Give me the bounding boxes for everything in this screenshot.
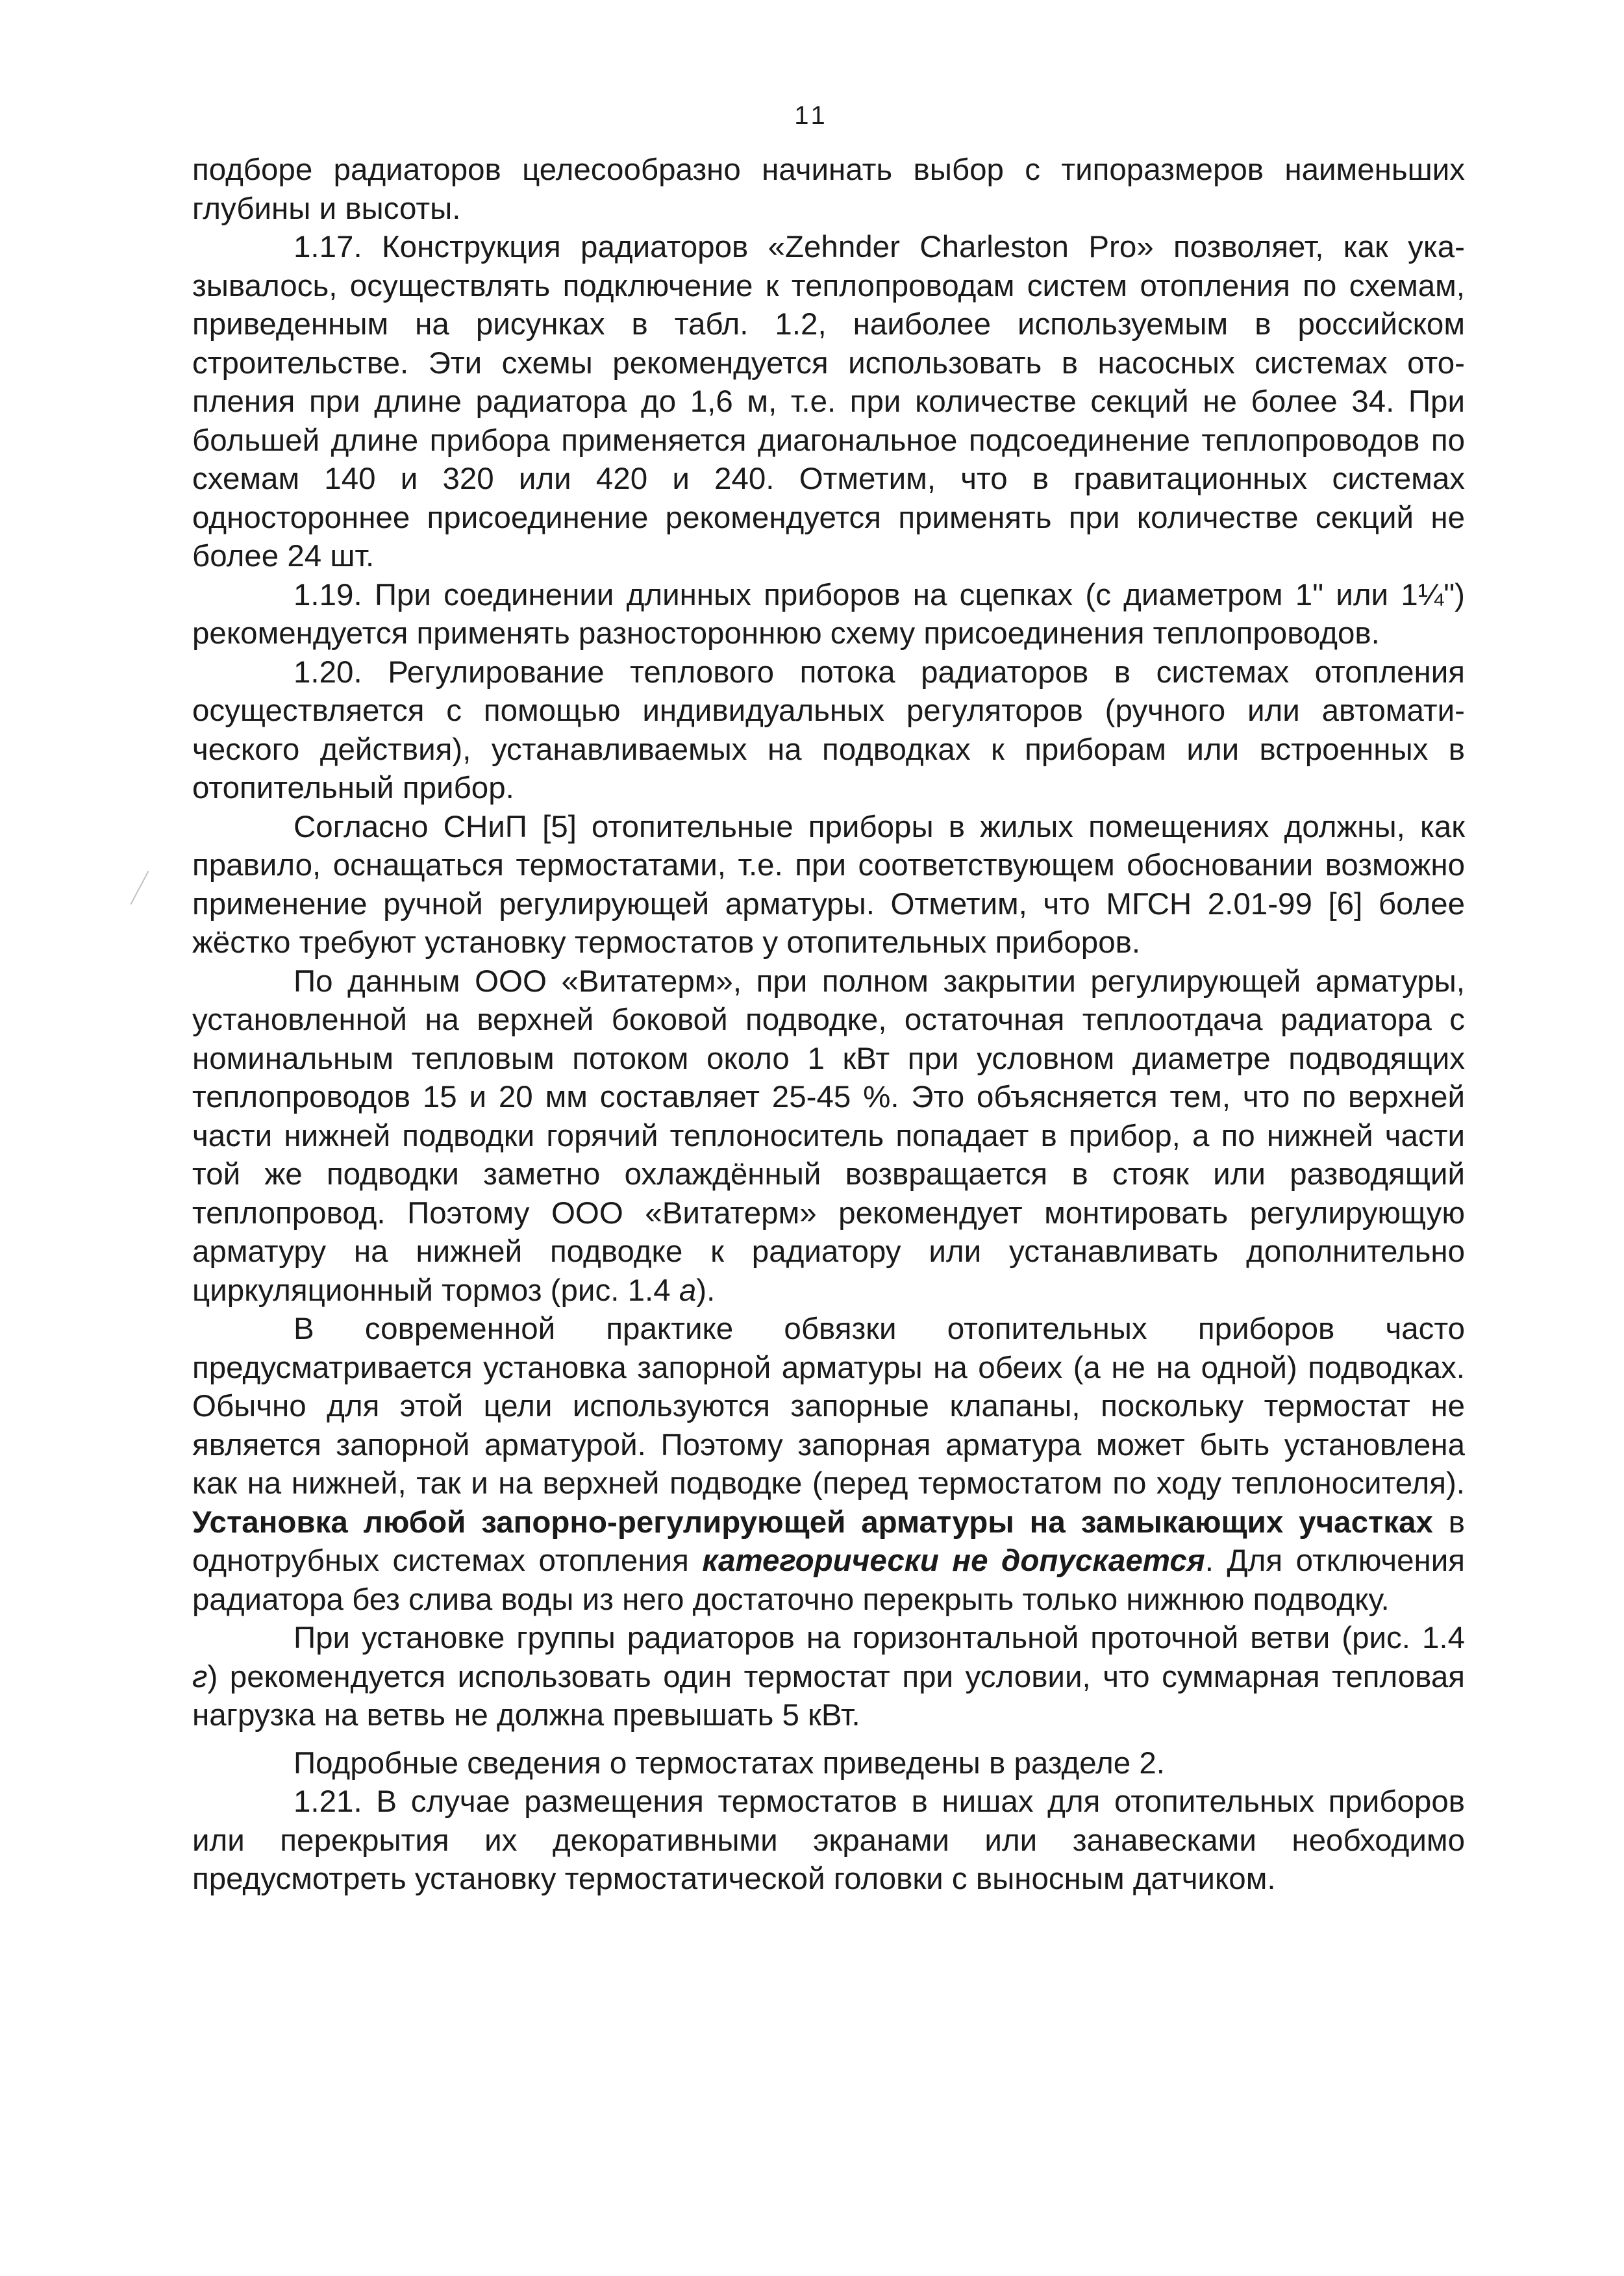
scan-speck bbox=[131, 871, 149, 905]
paragraph-shutoff-tail: . Для отключения радиатора без слива воды из него достаточно перекрыть только нижнюю подводку. bbox=[192, 1544, 1465, 1617]
paragraph-group-radiators bbox=[192, 1619, 1465, 1735]
paragraph-1-17: 1.17. Конструкция радиаторов «Zehnder Charleston Pro» позволяет, как указывалось, осуществлять подключение к теплопроводам систем отопления по схемам, приведенным на рисунках в табл. 1.2, наиболее используемым в российском строительстве. Эти схемы рекомендуется использовать в насосных системах отопления при длине радиатора до 1,6 м, т.е. при количестве секций не более 34. При большей длине прибора применяется диагональное подсоединение теплопроводов по схемам 140 и 320 или 420 и 240. Отметим, что в гравитационных системах одностороннее присоединение рекомендуется применять при количестве секций не более 24 шт. bbox=[192, 230, 1465, 573]
emphasis-forbidden: категорически не допускается bbox=[702, 1544, 1205, 1578]
paragraph-shutoff-text: В современной практике обвязки отопительных приборов часто предусматривается установка запорной арматуры на обеих (а не на одной) подводках. Обычно для этой цели используются запорные клапаны, поскольку термостат не является запорной арматурой. Поэтому запорная арматура может быть установлена как на нижней, так и на верхней подводке (перед термостатом по ходу теплоносителя). bbox=[192, 1312, 1465, 1501]
figure-ref-g: г bbox=[192, 1659, 208, 1694]
paragraph-1-21: 1.21. В случае размещения термостатов в нишах для отопительных приборов или перекрытия их декоративными экранами или занавесками необходимо предусмотреть установку термостатической головки с выносным датчиком. bbox=[192, 1784, 1465, 1896]
page-number: 11 bbox=[794, 101, 829, 130]
bold-warning: Установка любой запорно-регулирующей арматуры на замыкающих участках bbox=[192, 1505, 1433, 1540]
paragraph-group-tail: ) рекомендуется использовать один термостат при условии, что суммарная тепловая нагрузка на ветвь не должна превышать 5 кВт. bbox=[192, 1659, 1465, 1732]
paragraph-shutoff-middle: в однотрубных системах отопления bbox=[192, 1505, 1465, 1578]
paragraph-snip-requirements: Согласно СНиП [5] отопительные приборы в жилых помещениях должны, как правило, оснащаться термостатами, т.е. при соответствующем обосновании возможно применение ручной регулирующей арматуры. Отметим, что МГСН 2.01-99 [6] более жёстко требуют установку термостатов у отопительных приборов. bbox=[192, 809, 1465, 960]
paragraph-1-20: 1.20. Регулирование теплового потока радиаторов в системах отопления осуществляется с помощью индивидуальных регуляторов (ручного или автоматического действия), устанавливаемых на подводках к приборам или встроенных в отопительный прибор. bbox=[192, 655, 1465, 805]
paragraph-group-text: При установке группы радиаторов на горизонтальной проточной ветви (рис. 1.4 bbox=[294, 1621, 1465, 1655]
paragraph-continuation: подборе радиаторов целесообразно начинать выбор с типоразмеров наименьших глубины и высоты. bbox=[192, 153, 1465, 226]
paragraph-vitaterm-data bbox=[192, 962, 1465, 1310]
body-text bbox=[192, 151, 1465, 1899]
figure-ref-a: а bbox=[679, 1273, 697, 1308]
paragraph-section-reference: Подробные сведения о термостатах приведены в разделе 2. bbox=[294, 1745, 1165, 1781]
paragraph-shutoff-valves bbox=[192, 1310, 1465, 1619]
paragraph-vitaterm-text: По данным ООО «Витатерм», при полном закрытии регулирующей арматуры, установленной на верхней боковой подводке, остаточная теплоотдача радиатора с номинальным тепловым потоком около 1 кВт при условном диаметре подводящих теплопроводов 15 и 20 мм составляет 25-45 %. Это объясняется тем, что по верхней части нижней подводки горячий теплоноситель попадает в прибор, а по нижней части той же подводки заметно охлаждённый возвращается в стояк или разводящий теплопровод. Поэтому ООО «Витатерм» рекомендует монтировать регулирующую арматуру на нижней подводке к радиатору или устанавливать дополнительно циркуляционный тормоз (рис. 1.4 bbox=[192, 964, 1465, 1308]
paragraph-vitaterm-tail: ). bbox=[696, 1273, 716, 1308]
paragraph-1-19: 1.19. При соединении длинных приборов на сцепках (с диаметром 1" или 1¼") рекомендуется применять разностороннюю схему присоединения теплопроводов. bbox=[192, 577, 1465, 651]
